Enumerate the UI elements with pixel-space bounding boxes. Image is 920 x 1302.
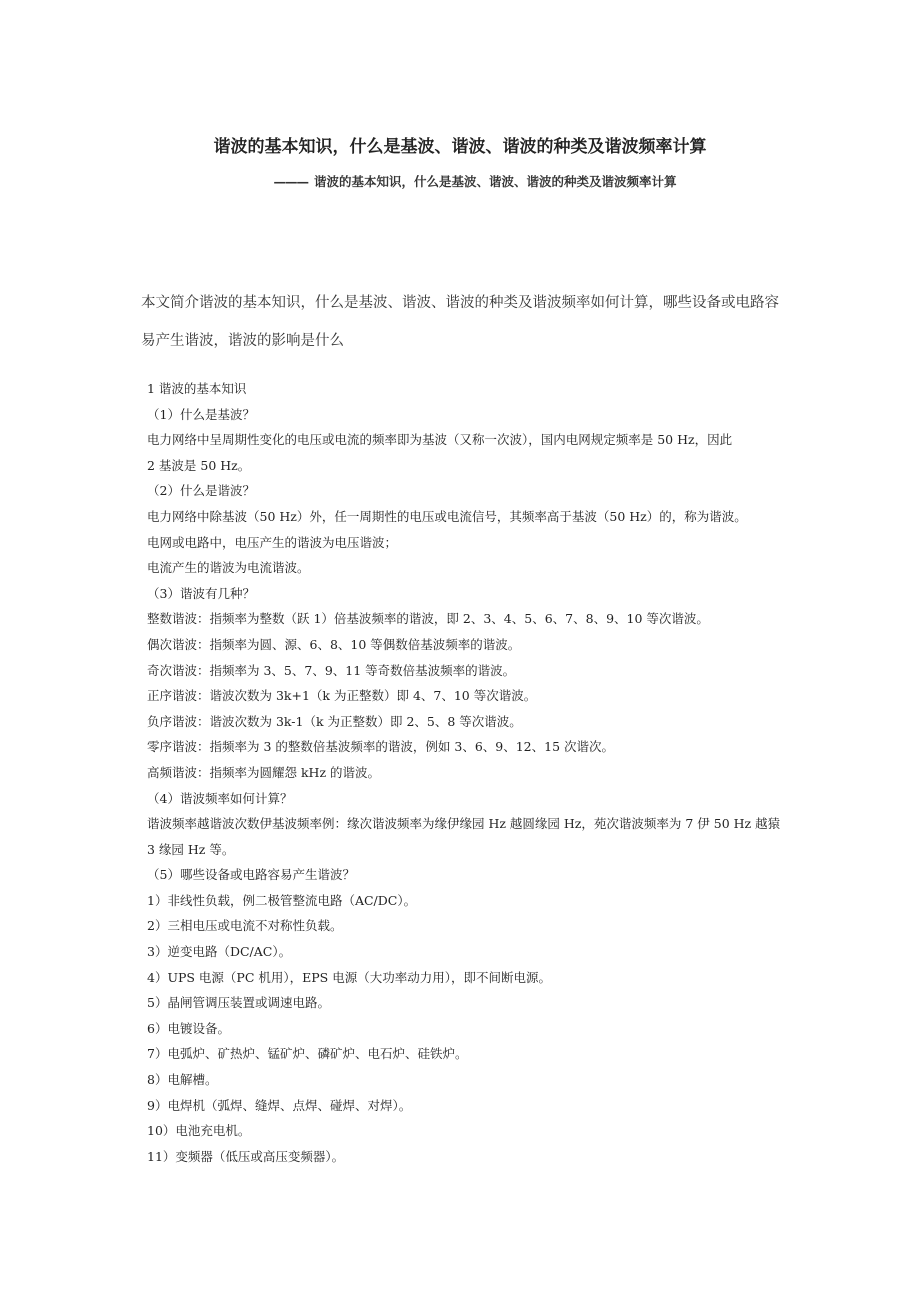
text-line: （1）什么是基波？ xyxy=(147,406,255,422)
text-line: 零序谐波：指频率为 3 的整数倍基波频率的谐波，例如 3、6、9、12、15 次谐次。 xyxy=(147,739,615,755)
text-line: 1 谐波的基本知识 xyxy=(147,381,247,396)
text-line: 4）UPS 电源（PC 机用），EPS 电源（大功率动力用），即不间断电源。 xyxy=(147,969,551,985)
page-title: 谐波的基本知识，什么是基波、谐波、谐波的种类及谐波频率计算 xyxy=(213,137,707,157)
text-line: 整数谐波：指频率为整数（跃 1）倍基波频率的谐波，即 2、3、4、5、6、7、8、9、10 等次谐波。 xyxy=(147,611,709,627)
intro-line-2: 易产生谐波，谐波的影响是什么 xyxy=(141,333,344,349)
text-line: 11）变频器（低压或高压变频器）。 xyxy=(147,1148,345,1164)
text-line: 负序谐波：谐波次数为 3k-1（k 为正整数）即 2、5、8 等次谐波。 xyxy=(147,713,522,729)
text-line: 电力网络中除基波（50 Hz）外，任一周期性的电压或电流信号，其频率高于基波（50 Hz）的，称为谐波。 xyxy=(147,508,747,524)
intro-paragraph xyxy=(141,284,871,360)
text-line: （4）谐波频率如何计算？ xyxy=(147,790,293,806)
text-line: 奇次谐波：指频率为 3、5、7、9、11 等奇数倍基波频率的谐波。 xyxy=(147,662,516,678)
text-line: 谐波频率越谐波次数伊基波频率例：缘次谐波频率为缘伊缘园 Hz 越圆缘园 Hz，苑次谐波频率为 7 伊 50 Hz 越猿 xyxy=(147,816,781,832)
body-text xyxy=(147,376,887,1169)
text-line: 5）晶闸管调压装置或调速电路。 xyxy=(147,995,330,1011)
text-line: 10）电池充电机。 xyxy=(147,1123,251,1139)
text-line: 9）电焊机（弧焊、缝焊、点焊、碰焊、对焊）。 xyxy=(147,1097,412,1113)
text-line: 6）电镀设备。 xyxy=(147,1020,230,1036)
subtitle-text: 谐波的基本知识，什么是基波、谐波、谐波的种类及谐波频率计算 xyxy=(313,174,677,189)
text-line: 8）电解槽。 xyxy=(147,1072,218,1088)
text-line: 2 基波是 50 Hz。 xyxy=(147,457,251,473)
text-line: 3 缘园 Hz 等。 xyxy=(147,841,235,857)
text-line: （3）谐波有几种？ xyxy=(147,585,255,601)
text-line: （2）什么是谐波？ xyxy=(147,483,255,499)
subtitle-dash: ——— xyxy=(273,174,308,189)
text-line: 2）三相电压或电流不对称性负载。 xyxy=(147,918,343,934)
text-line: （5）哪些设备或电路容易产生谐波？ xyxy=(147,867,355,883)
text-line: 正序谐波：谐波次数为 3k+1（k 为正整数）即 4、7、10 等次谐波。 xyxy=(147,688,537,704)
text-line: 1）非线性负载，例二极管整流电路（AC/DC）。 xyxy=(147,892,417,908)
text-line: 电力网络中呈周期性变化的电压或电流的频率即为基波（又称一次波），国内电网规定频率是 50 Hz，因此 xyxy=(147,432,733,448)
text-line: 电流产生的谐波为电流谐波。 xyxy=(147,560,310,576)
intro-line-1: 本文简介谐波的基本知识，什么是基波、谐波、谐波的种类及谐波频率如何计算，哪些设备或电路容 xyxy=(141,295,779,311)
text-line: 偶次谐波：指频率为圆、源、6、8、10 等偶数倍基波频率的谐波。 xyxy=(147,636,521,652)
text-line: 7）电弧炉、矿热炉、锰矿炉、磷矿炉、电石炉、硅铁炉。 xyxy=(147,1046,468,1062)
text-line: 3）逆变电路（DC/AC）。 xyxy=(147,944,292,960)
text-line: 高频谐波：指频率为圆耀怨 kHz 的谐波。 xyxy=(147,764,381,780)
page-subtitle xyxy=(0,172,920,190)
text-line: 电网或电路中，电压产生的谐波为电压谐波； xyxy=(147,534,398,550)
